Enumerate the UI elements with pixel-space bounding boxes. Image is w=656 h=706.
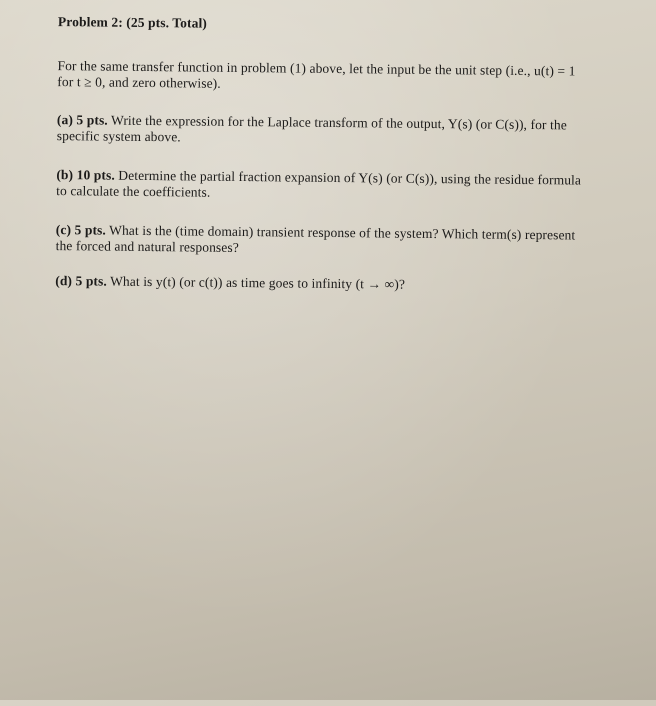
part-a-text-1: Write the expression for the Laplace transform of the output, Y(s) (or C(s)), for the (107, 112, 567, 133)
part-c-text-1: What is the (time domain) transient response of the system? Which term(s) represent (105, 222, 576, 243)
part-d-label: (d) 5 pts. (55, 273, 107, 289)
part-a-label: (a) 5 pts. (56, 112, 108, 128)
part-b-line-2: to calculate the coefficients. (56, 183, 211, 200)
part-d-line-1 (55, 273, 405, 293)
part-c-line-2: the forced and natural responses? (55, 238, 239, 255)
problem-heading: Problem 2: (25 pts. Total) (57, 14, 208, 31)
part-d-text-1: What is y(t) (or c(t)) as time goes to infinity (t → ∞)? (106, 273, 406, 292)
intro-line-1: For the same transfer function in problem (1) above, let the input be the unit step (i.e., u(t) = 1 (57, 58, 576, 79)
part-c-label: (c) 5 pts. (55, 222, 107, 238)
part-a-line-2: specific system above. (56, 128, 181, 145)
part-b-label: (b) 10 pts. (56, 167, 115, 183)
part-b-text-1: Determine the partial fraction expansion of Y(s) (or C(s)), using the residue formula (114, 167, 582, 188)
intro-line-2: for t ≥ 0, and zero otherwise). (57, 74, 221, 91)
